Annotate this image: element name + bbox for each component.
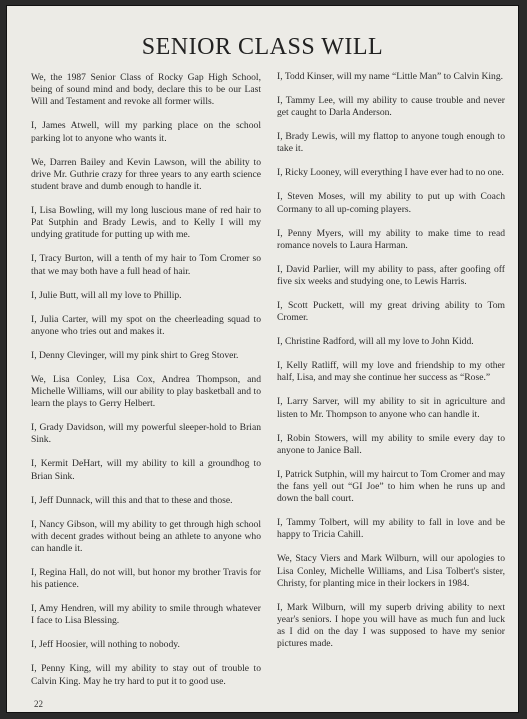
will-entry: I, Kermit DeHart, will my ability to kill a groundhog to Brian Sink. bbox=[31, 458, 261, 482]
will-entry: I, Regina Hall, do not will, but honor my brother Travis for his patience. bbox=[31, 567, 261, 591]
will-entry: I, Amy Hendren, will my ability to smile through whatever I face to Lisa Blessing. bbox=[31, 603, 261, 627]
will-entry: We, Lisa Conley, Lisa Cox, Andrea Thompson, and Michelle Williams, will our ability to play basketball and to learn the plays to Gerry Helbert. bbox=[31, 373, 261, 410]
will-entry: We, the 1987 Senior Class of Rocky Gap High School, being of sound mind and body, declare this to be our Last Will and Testament and revoke all former wills. bbox=[31, 72, 261, 108]
will-entry: I, Mark Wilburn, will my superb driving ability to next year's seniors. I hope you will have as much fun and luck as I did on the day I was supposed to have my senior pictures made. bbox=[277, 601, 505, 650]
will-entry: I, Todd Kinser, will my name “Little Man” to Calvin King. bbox=[277, 71, 504, 82]
will-entry: I, Jeff Dunnack, will this and that to these and those. bbox=[31, 494, 233, 506]
will-entry: I, Scott Puckett, will my great driving ability to Tom Cromer. bbox=[277, 300, 505, 324]
yearbook-page bbox=[6, 5, 519, 713]
will-entry: I, Patrick Sutphin, will my haircut to Tom Cromer and may the fans yell out “GI Joe” to him when he runs up and down the ball court. bbox=[277, 468, 505, 505]
will-entry: I, Robin Stowers, will my ability to smile every day to anyone to Janice Ball. bbox=[277, 432, 505, 456]
will-entry: I, Penny King, will my ability to stay out of trouble to Calvin King. May he try hard to put it to good use. bbox=[31, 663, 261, 687]
will-entry: I, Brady Lewis, will my flattop to anyone tough enough to take it. bbox=[277, 131, 505, 155]
right-column bbox=[277, 71, 505, 662]
will-entry: I, Jeff Hoosier, will nothing to nobody. bbox=[31, 639, 180, 651]
will-entry: I, Ricky Looney, will everything I have ever had to no one. bbox=[277, 167, 504, 179]
will-entry: I, Nancy Gibson, will my ability to get through high school with decent grades without being an athlete to anyone who can handle it. bbox=[31, 518, 261, 555]
will-entry: I, James Atwell, will my parking place on the school parking lot to anyone who wants it. bbox=[31, 120, 261, 144]
will-entry: I, Larry Sarver, will my ability to sit in agriculture and listen to Mr. Thompson to anyone who can handle it. bbox=[277, 396, 505, 420]
page-title: SENIOR CLASS WILL bbox=[141, 34, 384, 60]
will-entry: I, Steven Moses, will my ability to put up with Coach Cormany to all up-coming players. bbox=[277, 191, 505, 215]
will-entry: I, Tracy Burton, will a tenth of my hair to Tom Cromer so that we may both have a full head of hair. bbox=[31, 253, 261, 277]
left-column bbox=[31, 72, 261, 700]
will-entry: I, Julia Carter, will my spot on the cheerleading squad to anyone who tries out and makes it. bbox=[31, 313, 261, 337]
will-entry: I, Denny Clevinger, will my pink shirt to Greg Stover. bbox=[31, 349, 239, 361]
will-entry: I, David Parlier, will my ability to pass, after goofing off five six weeks and studying one, to Lewis Harris. bbox=[277, 263, 505, 288]
will-entry: I, Penny Myers, will my ability to make time to read romance novels to Laura Harman. bbox=[277, 227, 505, 251]
will-entry: I, Christine Radford, will all my love to John Kidd. bbox=[277, 336, 474, 348]
will-entry: We, Darren Bailey and Kevin Lawson, will the ability to drive Mr. Guthrie crazy for three years to any earth science student brave and dumb enough to handle it. bbox=[31, 156, 261, 193]
will-entry: I, Grady Davidson, will my powerful sleeper-hold to Brian Sink. bbox=[31, 422, 261, 446]
will-entry: I, Tammy Lee, will my ability to cause trouble and never get caught to Darla Anderson. bbox=[277, 95, 505, 119]
will-entry: I, Tammy Tolbert, will my ability to fall in love and be happy to Tricia Cahill. bbox=[277, 517, 505, 541]
will-entry: I, Lisa Bowling, will my long luscious mane of red hair to Pat Sutphin and Brady Lewis, and to Kelly I will my undying gratitude for putting up with me. bbox=[31, 205, 261, 241]
will-entry: I, Kelly Ratliff, will my love and friendship to my other half, Lisa, and may she continue her success as “Rose.” bbox=[277, 360, 505, 384]
page-number: 22 bbox=[34, 699, 43, 709]
will-entry: We, Stacy Viers and Mark Wilburn, will our apologies to Lisa Conley, Michelle Williams, and Lisa Tolbert's sister, Christy, for planting mice in their lockers in 1984. bbox=[277, 553, 505, 589]
will-entry: I, Julie Butt, will all my love to Phillip. bbox=[31, 289, 182, 301]
